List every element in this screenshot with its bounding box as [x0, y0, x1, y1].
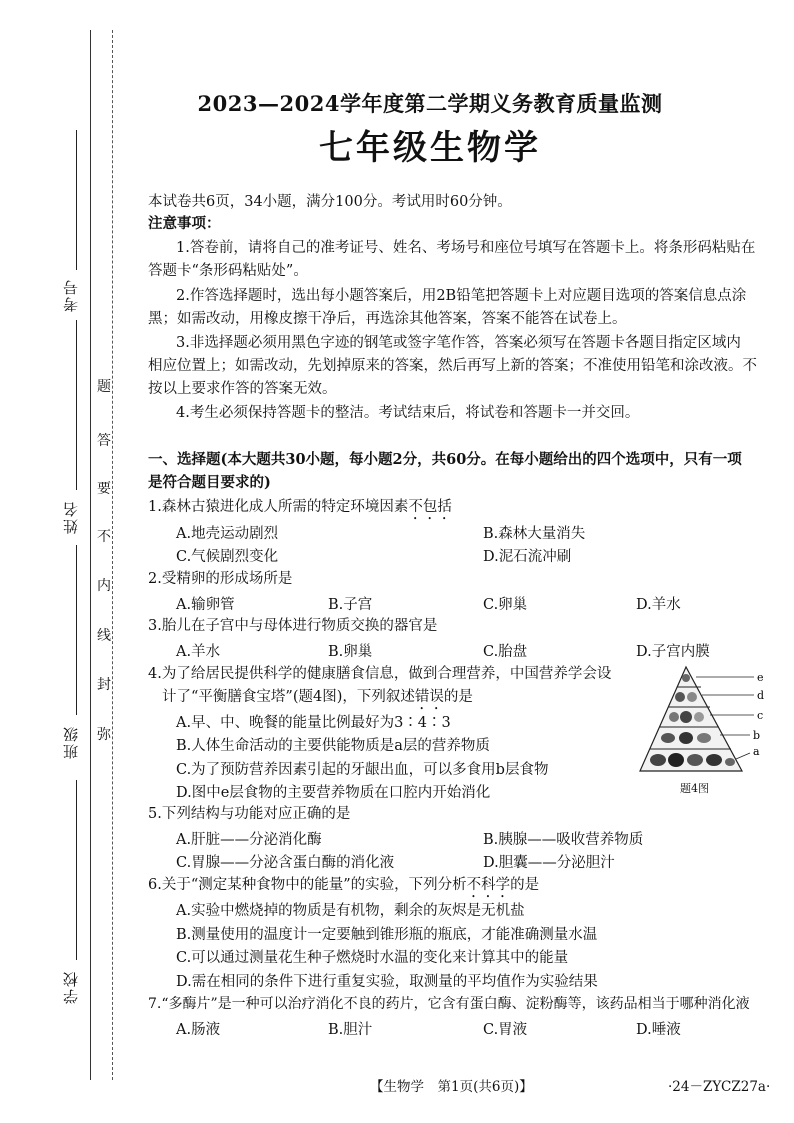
exam-intro: 本试卷共6页，34小题，满分100分。考试用时60分钟。 — [148, 194, 512, 210]
page-footer: 【生物学 第1页(共6页)】 — [370, 1079, 533, 1095]
option: B.人体生命活动的主要供能物质是a层的营养物质 — [176, 738, 490, 754]
seal-char: 不 — [97, 529, 111, 545]
option: D.子宫内膜 — [636, 644, 710, 660]
option: C.为了预防营养因素引起的牙龈出血，可以多食用b层食物 — [176, 762, 549, 778]
option: A.羊水 — [176, 644, 221, 660]
notice-line: 4.考生必须保持答题卡的整洁。考试结束后，将试卷和答题卡一并交回。 — [176, 405, 640, 421]
layer-label: a — [753, 745, 760, 758]
option: C.胎盘 — [483, 644, 528, 660]
option: C.胃腺——分泌含蛋白酶的消化液 — [176, 855, 395, 871]
school-blank — [76, 780, 77, 960]
notice-heading: 注意事项： — [148, 215, 221, 232]
class-label: 班级 — [62, 725, 80, 759]
exam-number-label: 考号 — [62, 278, 80, 312]
emphasis-text: 错误 — [414, 689, 444, 705]
option: D.图中e层食物的主要营养物质在口腔内开始消化 — [176, 785, 491, 801]
class-blank — [76, 545, 77, 715]
notice-line: 3.非选择题必须用黑色字迹的钢笔或签字笔作答，答案必须写在答题卡各题目指定区域内 — [176, 335, 741, 351]
layer-label: c — [757, 709, 764, 722]
binding-line — [90, 30, 91, 1080]
option: C.胃液 — [483, 1022, 528, 1038]
notice-line: 黑；如需改动，用橡皮擦干净后，再选涂其他答案，答案不能答在试卷上。 — [148, 311, 627, 327]
exam-title: 2023—2024学年度第二学期义务教育质量监测 — [197, 91, 663, 116]
notice-line: 按以上要求作答的答案无效。 — [148, 381, 337, 397]
seal-char: 线 — [97, 628, 111, 644]
question-stem: 7.“多酶片”是一种可以治疗消化不良的药片，它含有蛋白酶、淀粉酶等，该药品相当于哪种消化液 — [148, 996, 750, 1012]
school-label: 学校 — [62, 970, 80, 1004]
section-heading: 是符合题目要求的) — [148, 474, 271, 491]
question-stem: 3.胎儿在子宫中与母体进行物质交换的器官是 — [148, 618, 438, 634]
food-pyramid-figure — [638, 663, 768, 793]
notice-line: 答题卡“条形码粘贴处”。 — [148, 263, 308, 279]
option: D.唾液 — [636, 1022, 681, 1038]
notice-line: 1.答卷前，请将自己的准考证号、姓名、考场号和座位号填写在答题卡上。将条形码粘贴在 — [176, 240, 756, 256]
option: D.胆囊——分泌胆汁 — [483, 855, 615, 871]
exam-code: ·24－ZYCZ27a· — [668, 1079, 771, 1095]
option: A.输卵管 — [176, 597, 235, 613]
name-blank — [76, 320, 77, 490]
option: A.肠液 — [176, 1022, 221, 1038]
seal-char: 弥 — [97, 727, 111, 743]
option: A.实验中燃烧掉的物质是有机物，剩余的灰烬是无机盐 — [176, 903, 525, 919]
option: D.羊水 — [636, 597, 681, 613]
notice-line: 2.作答选择题时，选出每小题答案后，用2B铅笔把答题卡上对应题目选项的答案信息点涂 — [176, 288, 747, 304]
seal-char: 题 — [97, 379, 111, 395]
layer-label: b — [753, 729, 761, 742]
seal-char: 封 — [97, 677, 111, 693]
exam-number-blank — [76, 130, 77, 270]
question-stem: 1.森林古猿进化成人所需的特定环境因素不包括 — [148, 499, 452, 515]
option: A.早、中、晚餐的能量比例最好为3∶4∶3 — [176, 715, 451, 731]
food-pyramid-image — [638, 663, 768, 778]
question-stem: 5.下列结构与功能对应正确的是 — [148, 806, 351, 822]
seal-line — [112, 30, 113, 1080]
emphasis-text: 不包括 — [408, 499, 452, 515]
seal-char: 内 — [97, 578, 111, 594]
section-heading: 一、选择题(本大题共30小题，每小题2分，共60分。在每小题给出的四个选项中，只有一项 — [148, 451, 742, 468]
question-stem: 6.关于“测定某种食物中的能量”的实验，下列分析不科学的是 — [148, 877, 540, 893]
name-label: 姓名 — [62, 500, 80, 534]
question-stem: 计了“平衡膳食宝塔”(题4图)，下列叙述错误的是 — [162, 689, 473, 705]
option: B.胰腺——吸收营养物质 — [483, 832, 644, 848]
layer-label: e — [757, 671, 764, 684]
option: C.气候剧烈变化 — [176, 549, 279, 565]
option: D.需在相同的条件下进行重复实验，取测量的平均值作为实验结果 — [176, 974, 598, 990]
seal-char: 要 — [97, 481, 111, 497]
question-stem: 2.受精卵的形成场所是 — [148, 571, 293, 587]
layer-label: d — [757, 689, 765, 702]
seal-char: 答 — [97, 433, 111, 449]
emphasis-text: 不科学 — [466, 877, 511, 893]
option: B.子宫 — [328, 597, 373, 613]
option: A.肝脏——分泌消化酶 — [176, 832, 322, 848]
notice-line: 相应位置上；如需改动，先划掉原来的答案，然后再写上新的答案；不准使用铅笔和涂改液。不 — [148, 358, 757, 374]
option: B.胆汁 — [328, 1022, 373, 1038]
option: D.泥石流冲刷 — [483, 549, 572, 565]
question-stem: 4.为了给居民提供科学的健康膳食信息，做到合理营养，中国营养学会设 — [148, 666, 612, 682]
option: B.卵巢 — [328, 644, 373, 660]
option: C.可以通过测量花生种子燃烧时水温的变化来计算其中的能量 — [176, 950, 569, 966]
figure-caption: 题4图 — [680, 782, 709, 795]
option: C.卵巢 — [483, 597, 528, 613]
option: A.地壳运动剧烈 — [176, 526, 279, 542]
option: B.森林大量消失 — [483, 526, 586, 542]
exam-subject-title: 七年级生物学 — [319, 128, 541, 168]
option: B.测量使用的温度计一定要触到锥形瓶的瓶底，才能准确测量水温 — [176, 927, 598, 943]
